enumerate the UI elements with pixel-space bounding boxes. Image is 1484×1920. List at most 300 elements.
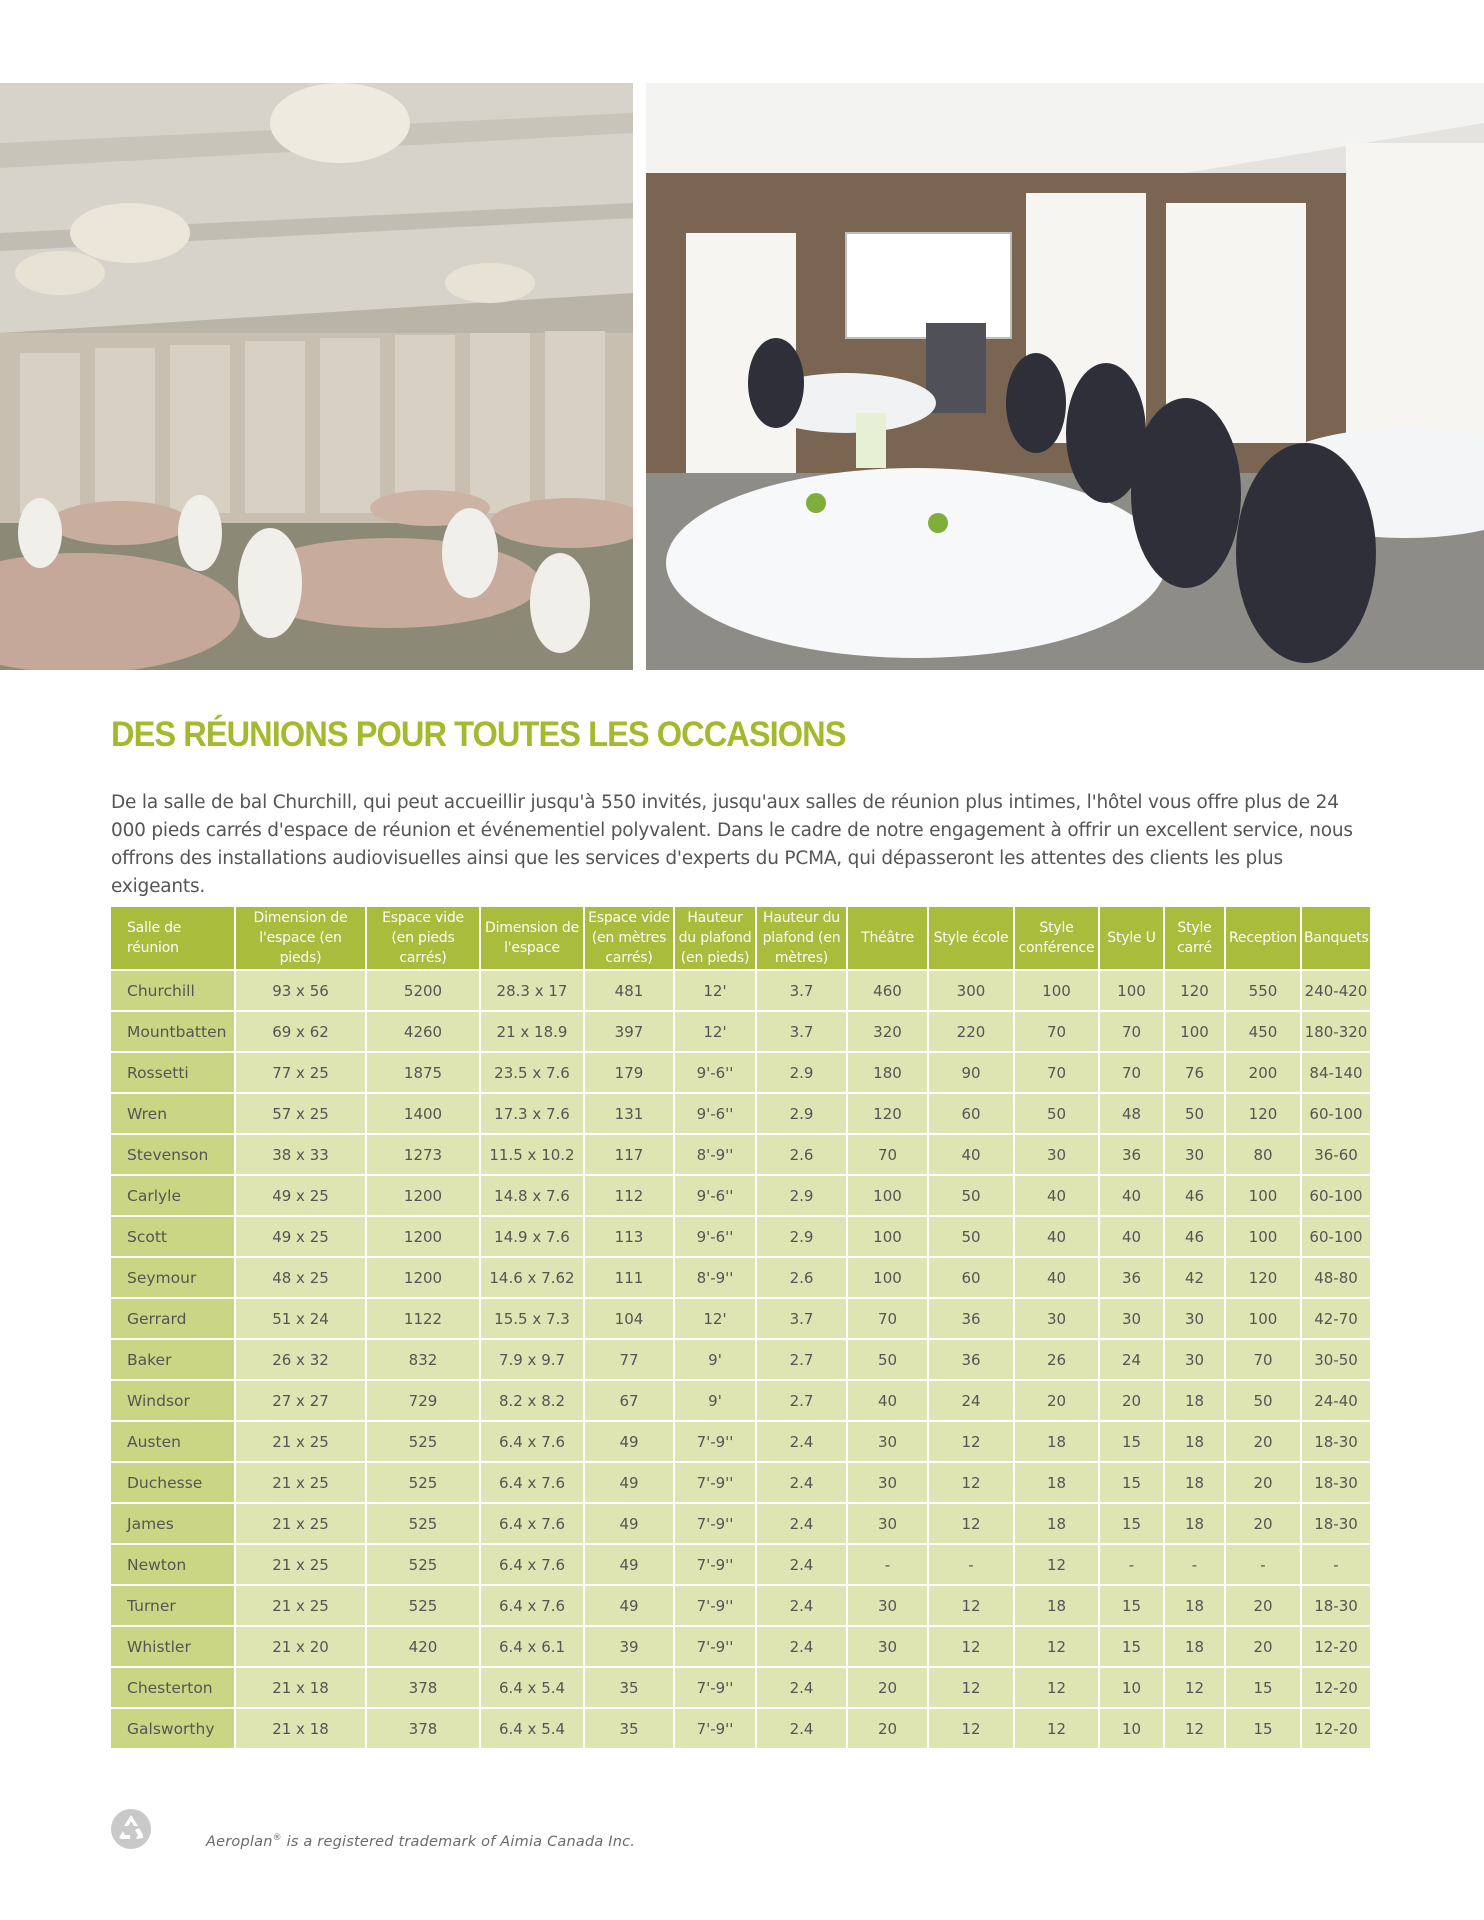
table-cell: 14.6 x 7.62 bbox=[480, 1257, 584, 1298]
table-cell: 50 bbox=[1225, 1380, 1301, 1421]
table-cell: 23.5 x 7.6 bbox=[480, 1052, 584, 1093]
table-cell: 50 bbox=[1164, 1093, 1225, 1134]
table-cell: 2.4 bbox=[756, 1585, 847, 1626]
table-cell: 70 bbox=[847, 1298, 928, 1339]
table-cell: 7'-9'' bbox=[674, 1626, 756, 1667]
column-header: Style conférence bbox=[1014, 907, 1099, 970]
table-cell: 21 x 18.9 bbox=[480, 1011, 584, 1052]
table-cell: 7'-9'' bbox=[674, 1667, 756, 1708]
table-cell: 6.4 x 7.6 bbox=[480, 1462, 584, 1503]
table-cell: 300 bbox=[928, 970, 1014, 1011]
table-cell: 9'-6'' bbox=[674, 1175, 756, 1216]
table-row bbox=[111, 1257, 1370, 1298]
table-cell: 40 bbox=[928, 1134, 1014, 1175]
table-cell: 10 bbox=[1099, 1708, 1164, 1748]
table-cell: 2.4 bbox=[756, 1421, 847, 1462]
table-cell: 6.4 x 7.6 bbox=[480, 1544, 584, 1585]
table-cell: 24-40 bbox=[1301, 1380, 1370, 1421]
table-cell: 12 bbox=[928, 1626, 1014, 1667]
meeting-rooms-table bbox=[111, 907, 1370, 1748]
table-row bbox=[111, 1134, 1370, 1175]
table-cell: 18 bbox=[1014, 1462, 1099, 1503]
table-row bbox=[111, 1585, 1370, 1626]
table-cell: 51 x 24 bbox=[235, 1298, 366, 1339]
trademark-brand: Aeroplan bbox=[206, 1833, 273, 1850]
table-cell: 120 bbox=[1225, 1257, 1301, 1298]
table-cell: 60-100 bbox=[1301, 1216, 1370, 1257]
table-cell: 60 bbox=[928, 1257, 1014, 1298]
table-cell: 38 x 33 bbox=[235, 1134, 366, 1175]
table-row bbox=[111, 1011, 1370, 1052]
table-row bbox=[111, 1421, 1370, 1462]
table-cell: 42 bbox=[1164, 1257, 1225, 1298]
table-cell: 9'-6'' bbox=[674, 1216, 756, 1257]
table-cell: 28.3 x 17 bbox=[480, 970, 584, 1011]
table-cell: 6.4 x 5.4 bbox=[480, 1708, 584, 1748]
table-cell: 70 bbox=[847, 1134, 928, 1175]
table-row bbox=[111, 1626, 1370, 1667]
table-cell: 10 bbox=[1099, 1667, 1164, 1708]
table-cell: 832 bbox=[366, 1339, 480, 1380]
table-cell: 24 bbox=[928, 1380, 1014, 1421]
table-cell: 15.5 x 7.3 bbox=[480, 1298, 584, 1339]
table-cell: 180-320 bbox=[1301, 1011, 1370, 1052]
table-cell: 100 bbox=[1099, 970, 1164, 1011]
table-cell: 40 bbox=[1014, 1175, 1099, 1216]
table-cell: 12 bbox=[1164, 1667, 1225, 1708]
table-cell: 14.8 x 7.6 bbox=[480, 1175, 584, 1216]
table-cell: 49 bbox=[584, 1544, 674, 1585]
table-cell: 18 bbox=[1164, 1626, 1225, 1667]
room-name-cell: Chesterton bbox=[111, 1667, 235, 1708]
table-cell: 27 x 27 bbox=[235, 1380, 366, 1421]
table-row bbox=[111, 1462, 1370, 1503]
table-cell: 49 bbox=[584, 1585, 674, 1626]
table-cell: 100 bbox=[847, 1257, 928, 1298]
table-cell: 8.2 x 8.2 bbox=[480, 1380, 584, 1421]
table-row bbox=[111, 1216, 1370, 1257]
intro-paragraph: De la salle de bal Churchill, qui peut accueillir jusqu'à 550 invités, jusqu'aux salles de réunion plus intimes, l'hôtel vous offre plus de 24 000 pieds carrés d'espace de réunion et événementiel polyvalent. Dans le cadre de notre engagement à offrir un excellent service, nous offrons des installations audiovisuelles ainsi que les services d'experts du PCMA, qui dépasseront les attentes des clients les plus exigeants. bbox=[111, 792, 1353, 897]
room-name-cell: Churchill bbox=[111, 970, 235, 1011]
table-cell: 36 bbox=[928, 1339, 1014, 1380]
table-cell: 60 bbox=[928, 1093, 1014, 1134]
table-cell: 6.4 x 6.1 bbox=[480, 1626, 584, 1667]
table-cell: 90 bbox=[928, 1052, 1014, 1093]
table-cell: 49 bbox=[584, 1421, 674, 1462]
table-cell: 450 bbox=[1225, 1011, 1301, 1052]
meeting-rooms-table-container bbox=[111, 907, 1370, 1748]
table-cell: 120 bbox=[847, 1093, 928, 1134]
table-cell: 481 bbox=[584, 970, 674, 1011]
table-cell: 12 bbox=[928, 1503, 1014, 1544]
table-cell: 7'-9'' bbox=[674, 1708, 756, 1748]
table-cell: 6.4 x 7.6 bbox=[480, 1585, 584, 1626]
table-cell: 220 bbox=[928, 1011, 1014, 1052]
table-cell: 50 bbox=[847, 1339, 928, 1380]
table-cell: 4260 bbox=[366, 1011, 480, 1052]
table-cell: 30 bbox=[1164, 1298, 1225, 1339]
table-cell: 3.7 bbox=[756, 1011, 847, 1052]
table-cell: 2.7 bbox=[756, 1339, 847, 1380]
table-cell: 20 bbox=[847, 1708, 928, 1748]
table-cell: 30 bbox=[847, 1421, 928, 1462]
table-cell: 460 bbox=[847, 970, 928, 1011]
table-cell: 69 x 62 bbox=[235, 1011, 366, 1052]
room-name-cell: Gerrard bbox=[111, 1298, 235, 1339]
registered-mark: ® bbox=[272, 1833, 282, 1843]
table-cell: 30 bbox=[847, 1503, 928, 1544]
table-cell: 12 bbox=[1164, 1708, 1225, 1748]
table-cell: 200 bbox=[1225, 1052, 1301, 1093]
table-cell: 179 bbox=[584, 1052, 674, 1093]
table-cell: 30 bbox=[847, 1462, 928, 1503]
table-cell: 35 bbox=[584, 1667, 674, 1708]
table-cell: 5200 bbox=[366, 970, 480, 1011]
table-cell: 7'-9'' bbox=[674, 1585, 756, 1626]
table-cell: 20 bbox=[1099, 1380, 1164, 1421]
table-cell: 48-80 bbox=[1301, 1257, 1370, 1298]
table-cell: 12 bbox=[928, 1708, 1014, 1748]
table-cell: 39 bbox=[584, 1626, 674, 1667]
table-cell: 18-30 bbox=[1301, 1462, 1370, 1503]
column-header: Banquets bbox=[1301, 907, 1370, 970]
table-cell: - bbox=[847, 1544, 928, 1585]
room-name-cell: Baker bbox=[111, 1339, 235, 1380]
table-cell: 15 bbox=[1099, 1421, 1164, 1462]
table-cell: 15 bbox=[1099, 1626, 1164, 1667]
table-cell: 7'-9'' bbox=[674, 1462, 756, 1503]
table-cell: 42-70 bbox=[1301, 1298, 1370, 1339]
table-cell: 1273 bbox=[366, 1134, 480, 1175]
table-cell: 6.4 x 7.6 bbox=[480, 1503, 584, 1544]
table-cell: 397 bbox=[584, 1011, 674, 1052]
table-cell: 100 bbox=[1225, 1216, 1301, 1257]
table-cell: 26 x 32 bbox=[235, 1339, 366, 1380]
room-name-cell: Stevenson bbox=[111, 1134, 235, 1175]
column-header: Théâtre bbox=[847, 907, 928, 970]
table-cell: 120 bbox=[1225, 1093, 1301, 1134]
table-cell: 420 bbox=[366, 1626, 480, 1667]
table-cell: 20 bbox=[1225, 1462, 1301, 1503]
table-cell: 1200 bbox=[366, 1257, 480, 1298]
column-header: Style école bbox=[928, 907, 1014, 970]
column-header: Style carré bbox=[1164, 907, 1225, 970]
table-cell: 40 bbox=[1014, 1216, 1099, 1257]
table-cell: 12 bbox=[1014, 1708, 1099, 1748]
table-cell: 21 x 25 bbox=[235, 1585, 366, 1626]
table-cell: 60-100 bbox=[1301, 1175, 1370, 1216]
table-cell: 9'-6'' bbox=[674, 1052, 756, 1093]
table-cell: 2.4 bbox=[756, 1626, 847, 1667]
table-cell: 7'-9'' bbox=[674, 1503, 756, 1544]
table-cell: 2.9 bbox=[756, 1093, 847, 1134]
table-cell: 26 bbox=[1014, 1339, 1099, 1380]
trademark-footnote bbox=[206, 1833, 635, 1850]
room-name-cell: Windsor bbox=[111, 1380, 235, 1421]
table-row bbox=[111, 1380, 1370, 1421]
table-cell: 67 bbox=[584, 1380, 674, 1421]
table-cell: 2.9 bbox=[756, 1175, 847, 1216]
table-cell: 12-20 bbox=[1301, 1667, 1370, 1708]
table-cell: 20 bbox=[1225, 1585, 1301, 1626]
table-cell: 20 bbox=[1225, 1626, 1301, 1667]
table-cell: 70 bbox=[1099, 1052, 1164, 1093]
room-name-cell: Seymour bbox=[111, 1257, 235, 1298]
table-cell: 18 bbox=[1164, 1421, 1225, 1462]
room-name-cell: Duchesse bbox=[111, 1462, 235, 1503]
table-cell: 100 bbox=[847, 1216, 928, 1257]
table-cell: - bbox=[1301, 1544, 1370, 1585]
table-row bbox=[111, 1298, 1370, 1339]
table-cell: 20 bbox=[1225, 1421, 1301, 1462]
ballroom-photo bbox=[0, 83, 633, 670]
table-cell: 1200 bbox=[366, 1216, 480, 1257]
table-cell: 550 bbox=[1225, 970, 1301, 1011]
table-cell: 8'-9'' bbox=[674, 1257, 756, 1298]
table-row bbox=[111, 1175, 1370, 1216]
table-row bbox=[111, 1667, 1370, 1708]
table-cell: 20 bbox=[1225, 1503, 1301, 1544]
table-cell: 30 bbox=[1099, 1298, 1164, 1339]
table-cell: 120 bbox=[1164, 970, 1225, 1011]
table-cell: 48 bbox=[1099, 1093, 1164, 1134]
table-cell: 15 bbox=[1225, 1667, 1301, 1708]
room-name-cell: Whistler bbox=[111, 1626, 235, 1667]
table-cell: 12 bbox=[928, 1585, 1014, 1626]
table-row bbox=[111, 970, 1370, 1011]
table-cell: 2.9 bbox=[756, 1052, 847, 1093]
table-cell: 20 bbox=[847, 1667, 928, 1708]
table-cell: 7'-9'' bbox=[674, 1544, 756, 1585]
table-cell: 77 bbox=[584, 1339, 674, 1380]
table-cell: 3.7 bbox=[756, 1298, 847, 1339]
table-cell: 50 bbox=[1014, 1093, 1099, 1134]
table-cell: 112 bbox=[584, 1175, 674, 1216]
table-cell: 131 bbox=[584, 1093, 674, 1134]
table-cell: 9' bbox=[674, 1380, 756, 1421]
table-cell: 36 bbox=[1099, 1134, 1164, 1175]
table-cell: 21 x 25 bbox=[235, 1421, 366, 1462]
table-cell: 525 bbox=[366, 1462, 480, 1503]
table-cell: 12 bbox=[928, 1667, 1014, 1708]
room-name-cell: Scott bbox=[111, 1216, 235, 1257]
table-row bbox=[111, 1503, 1370, 1544]
table-cell: 7.9 x 9.7 bbox=[480, 1339, 584, 1380]
table-cell: - bbox=[1164, 1544, 1225, 1585]
table-cell: 36 bbox=[928, 1298, 1014, 1339]
table-cell: 3.7 bbox=[756, 970, 847, 1011]
table-cell: 15 bbox=[1099, 1462, 1164, 1503]
table-cell: 100 bbox=[847, 1175, 928, 1216]
table-cell: 2.6 bbox=[756, 1134, 847, 1175]
table-cell: 30 bbox=[847, 1585, 928, 1626]
table-cell: 113 bbox=[584, 1216, 674, 1257]
table-cell: 378 bbox=[366, 1667, 480, 1708]
table-cell: 21 x 25 bbox=[235, 1503, 366, 1544]
table-cell: 40 bbox=[847, 1380, 928, 1421]
table-cell: 2.7 bbox=[756, 1380, 847, 1421]
table-cell: 1875 bbox=[366, 1052, 480, 1093]
table-cell: 240-420 bbox=[1301, 970, 1370, 1011]
table-cell: 111 bbox=[584, 1257, 674, 1298]
table-cell: 11.5 x 10.2 bbox=[480, 1134, 584, 1175]
meeting-room-photo bbox=[646, 83, 1484, 670]
table-cell: 525 bbox=[366, 1544, 480, 1585]
table-cell: - bbox=[928, 1544, 1014, 1585]
table-cell: 1200 bbox=[366, 1175, 480, 1216]
table-cell: - bbox=[1225, 1544, 1301, 1585]
table-cell: 9' bbox=[674, 1339, 756, 1380]
table-cell: 18-30 bbox=[1301, 1421, 1370, 1462]
table-cell: 57 x 25 bbox=[235, 1093, 366, 1134]
table-cell: 18 bbox=[1164, 1585, 1225, 1626]
table-row bbox=[111, 1339, 1370, 1380]
column-header: Dimension de l'espace (en pieds) bbox=[235, 907, 366, 970]
table-cell: 30 bbox=[1014, 1298, 1099, 1339]
room-name-cell: Newton bbox=[111, 1544, 235, 1585]
table-cell: 60-100 bbox=[1301, 1093, 1370, 1134]
table-cell: 12-20 bbox=[1301, 1708, 1370, 1748]
column-header: Style U bbox=[1099, 907, 1164, 970]
table-cell: 15 bbox=[1099, 1585, 1164, 1626]
table-cell: 100 bbox=[1225, 1298, 1301, 1339]
table-cell: 49 x 25 bbox=[235, 1216, 366, 1257]
table-row bbox=[111, 1052, 1370, 1093]
table-cell: 2.4 bbox=[756, 1708, 847, 1748]
table-cell: 2.4 bbox=[756, 1503, 847, 1544]
table-cell: 8'-9'' bbox=[674, 1134, 756, 1175]
table-cell: 12 bbox=[1014, 1544, 1099, 1585]
table-cell: 93 x 56 bbox=[235, 970, 366, 1011]
table-cell: 46 bbox=[1164, 1175, 1225, 1216]
table-cell: 1400 bbox=[366, 1093, 480, 1134]
column-header: Reception bbox=[1225, 907, 1301, 970]
table-cell: 30 bbox=[847, 1626, 928, 1667]
room-name-cell: Galsworthy bbox=[111, 1708, 235, 1748]
table-body bbox=[111, 970, 1370, 1748]
table-cell: 1122 bbox=[366, 1298, 480, 1339]
table-cell: 525 bbox=[366, 1585, 480, 1626]
table-cell: 21 x 20 bbox=[235, 1626, 366, 1667]
table-cell: - bbox=[1099, 1544, 1164, 1585]
table-cell: 7'-9'' bbox=[674, 1421, 756, 1462]
table-cell: 378 bbox=[366, 1708, 480, 1748]
table-cell: 2.4 bbox=[756, 1667, 847, 1708]
table-cell: 12 bbox=[928, 1462, 1014, 1503]
table-cell: 2.4 bbox=[756, 1462, 847, 1503]
table-cell: 6.4 x 7.6 bbox=[480, 1421, 584, 1462]
table-cell: 12 bbox=[1014, 1667, 1099, 1708]
column-header: Hauteur du plafond (en pieds) bbox=[674, 907, 756, 970]
table-cell: 40 bbox=[1014, 1257, 1099, 1298]
table-cell: 15 bbox=[1225, 1708, 1301, 1748]
table-cell: 100 bbox=[1164, 1011, 1225, 1052]
table-cell: 15 bbox=[1099, 1503, 1164, 1544]
table-cell: 2.4 bbox=[756, 1544, 847, 1585]
table-cell: 30-50 bbox=[1301, 1339, 1370, 1380]
table-cell: 77 x 25 bbox=[235, 1052, 366, 1093]
table-cell: 50 bbox=[928, 1216, 1014, 1257]
column-header: Espace vide (en mètres carrés) bbox=[584, 907, 674, 970]
table-cell: 36 bbox=[1099, 1257, 1164, 1298]
table-cell: 100 bbox=[1014, 970, 1099, 1011]
table-cell: 49 bbox=[584, 1503, 674, 1544]
table-cell: 9'-6'' bbox=[674, 1093, 756, 1134]
table-cell: 49 x 25 bbox=[235, 1175, 366, 1216]
table-cell: 76 bbox=[1164, 1052, 1225, 1093]
column-header: Hauteur du plafond (en mètres) bbox=[756, 907, 847, 970]
table-cell: 18 bbox=[1164, 1503, 1225, 1544]
table-cell: 21 x 25 bbox=[235, 1544, 366, 1585]
column-header: Salle de réunion bbox=[111, 907, 235, 970]
table-cell: 30 bbox=[1014, 1134, 1099, 1175]
table-cell: 80 bbox=[1225, 1134, 1301, 1175]
table-cell: 12-20 bbox=[1301, 1626, 1370, 1667]
table-cell: 21 x 25 bbox=[235, 1462, 366, 1503]
table-cell: 18-30 bbox=[1301, 1585, 1370, 1626]
table-cell: 46 bbox=[1164, 1216, 1225, 1257]
table-cell: 40 bbox=[1099, 1175, 1164, 1216]
room-name-cell: Wren bbox=[111, 1093, 235, 1134]
table-cell: 12' bbox=[674, 1011, 756, 1052]
table-cell: 18 bbox=[1164, 1462, 1225, 1503]
table-cell: 70 bbox=[1225, 1339, 1301, 1380]
table-cell: 180 bbox=[847, 1052, 928, 1093]
table-cell: 12 bbox=[1014, 1626, 1099, 1667]
recycle-icon bbox=[110, 1808, 152, 1850]
table-cell: 49 bbox=[584, 1462, 674, 1503]
room-name-cell: Mountbatten bbox=[111, 1011, 235, 1052]
table-cell: 20 bbox=[1014, 1380, 1099, 1421]
table-cell: 18 bbox=[1014, 1421, 1099, 1462]
table-cell: 525 bbox=[366, 1503, 480, 1544]
table-header-row bbox=[111, 907, 1370, 970]
table-cell: 12' bbox=[674, 970, 756, 1011]
table-cell: 50 bbox=[928, 1175, 1014, 1216]
table-cell: 48 x 25 bbox=[235, 1257, 366, 1298]
table-row bbox=[111, 1544, 1370, 1585]
table-cell: 70 bbox=[1014, 1052, 1099, 1093]
table-cell: 12 bbox=[928, 1421, 1014, 1462]
table-row bbox=[111, 1093, 1370, 1134]
table-cell: 14.9 x 7.6 bbox=[480, 1216, 584, 1257]
table-cell: 30 bbox=[1164, 1339, 1225, 1380]
table-cell: 117 bbox=[584, 1134, 674, 1175]
column-header: Dimension de l'espace bbox=[480, 907, 584, 970]
table-cell: 30 bbox=[1164, 1134, 1225, 1175]
column-header: Espace vide (en pieds carrés) bbox=[366, 907, 480, 970]
room-name-cell: Austen bbox=[111, 1421, 235, 1462]
table-cell: 21 x 18 bbox=[235, 1667, 366, 1708]
table-cell: 35 bbox=[584, 1708, 674, 1748]
table-cell: 2.6 bbox=[756, 1257, 847, 1298]
table-cell: 36-60 bbox=[1301, 1134, 1370, 1175]
table-cell: 17.3 x 7.6 bbox=[480, 1093, 584, 1134]
table-cell: 18 bbox=[1014, 1585, 1099, 1626]
trademark-text: is a registered trademark of Aimia Canada Inc. bbox=[281, 1833, 636, 1850]
table-cell: 525 bbox=[366, 1421, 480, 1462]
table-cell: 320 bbox=[847, 1011, 928, 1052]
room-name-cell: James bbox=[111, 1503, 235, 1544]
table-cell: 18 bbox=[1014, 1503, 1099, 1544]
table-cell: 100 bbox=[1225, 1175, 1301, 1216]
table-cell: 18-30 bbox=[1301, 1503, 1370, 1544]
table-cell: 70 bbox=[1014, 1011, 1099, 1052]
table-cell: 6.4 x 5.4 bbox=[480, 1667, 584, 1708]
table-cell: 2.9 bbox=[756, 1216, 847, 1257]
table-cell: 104 bbox=[584, 1298, 674, 1339]
table-cell: 729 bbox=[366, 1380, 480, 1421]
